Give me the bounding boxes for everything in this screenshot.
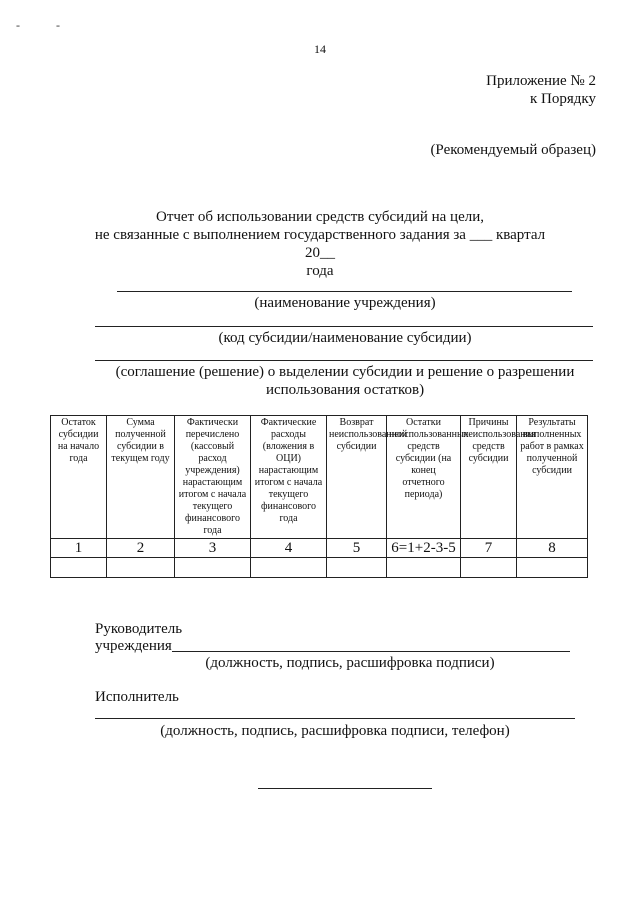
agreement-caption <box>50 363 640 399</box>
executor-label: Исполнитель <box>95 689 179 705</box>
head-label-line2: учреждения <box>95 638 172 654</box>
table-cell <box>461 558 517 578</box>
title-line2: не связанные с выполнением государственного задания за ___ квартал 20__ <box>94 227 546 261</box>
table-data-row <box>51 558 588 578</box>
header-cell-returned: Возврат неиспользованной субсидии <box>327 416 387 539</box>
header-cell-transferred: Фактически перечислено (кассовый расход учреждения) нарастающим итогом с начала текущего финансового года <box>175 416 251 539</box>
subsidy-caption: (код субсидии/наименование субсидии) <box>218 330 472 346</box>
institution-caption: (наименование учреждения) <box>254 295 436 311</box>
agreement-line <box>95 360 593 361</box>
table-cell <box>517 558 588 578</box>
executor-signature-line <box>95 718 575 719</box>
report-table <box>50 415 588 578</box>
table-cell <box>107 558 175 578</box>
header-cell-reasons: Причины неиспользования средств субсидии <box>461 416 517 539</box>
number-cell: 8 <box>517 539 588 558</box>
header-cell-results: Результаты выполненных работ в рамках полученной субсидии <box>517 416 588 539</box>
executor-signature-caption: (должность, подпись, расшифровка подписи, телефон) <box>160 723 510 739</box>
appendix-header <box>486 72 596 108</box>
head-signature-line <box>172 651 570 652</box>
appendix-line1: Приложение № 2 <box>486 73 596 89</box>
agreement-caption-line2: использования остатков) <box>265 382 425 398</box>
header-cell-actual-expenses: Фактические расходы (вложения в ОЦИ) нарастающим итогом с начала текущего финансового года <box>251 416 327 539</box>
page-number: 14 <box>314 42 326 56</box>
subsidy-code-line <box>95 326 593 327</box>
date-line <box>258 788 432 789</box>
recommended-sample-label: (Рекомендуемый образец) <box>430 142 596 158</box>
head-signature-caption: (должность, подпись, расшифровка подписи) <box>205 655 495 671</box>
header-cell-opening-balance: Остаток субсидии на начало года <box>51 416 107 539</box>
title-line3: года <box>306 263 334 279</box>
institution-name-line <box>117 291 572 292</box>
number-cell: 2 <box>107 539 175 558</box>
appendix-line2: к Порядку <box>530 91 596 107</box>
number-cell: 1 <box>51 539 107 558</box>
number-cell: 6=1+2-3-5 <box>387 539 461 558</box>
header-cell-received: Сумма полученной субсидии в текущем году <box>107 416 175 539</box>
title-line1: Отчет об использовании средств субсидий на цели, <box>155 209 485 225</box>
number-cell: 5 <box>327 539 387 558</box>
report-title <box>80 208 560 280</box>
table-cell <box>51 558 107 578</box>
table-cell <box>251 558 327 578</box>
table-number-row <box>51 539 588 558</box>
number-cell: 4 <box>251 539 327 558</box>
table-cell <box>175 558 251 578</box>
header-cell-remaining: Остатки неиспользованных средств субсидии (на конец отчетного периода) <box>387 416 461 539</box>
scan-marks: - - <box>16 18 60 32</box>
number-cell: 3 <box>175 539 251 558</box>
table-cell <box>327 558 387 578</box>
agreement-caption-line1: (соглашение (решение) о выделении субсидии и решение о разрешении <box>115 364 575 380</box>
head-label-line1: Руководитель <box>95 621 183 637</box>
number-cell: 7 <box>461 539 517 558</box>
table-cell <box>387 558 461 578</box>
table-header-row <box>51 416 588 539</box>
